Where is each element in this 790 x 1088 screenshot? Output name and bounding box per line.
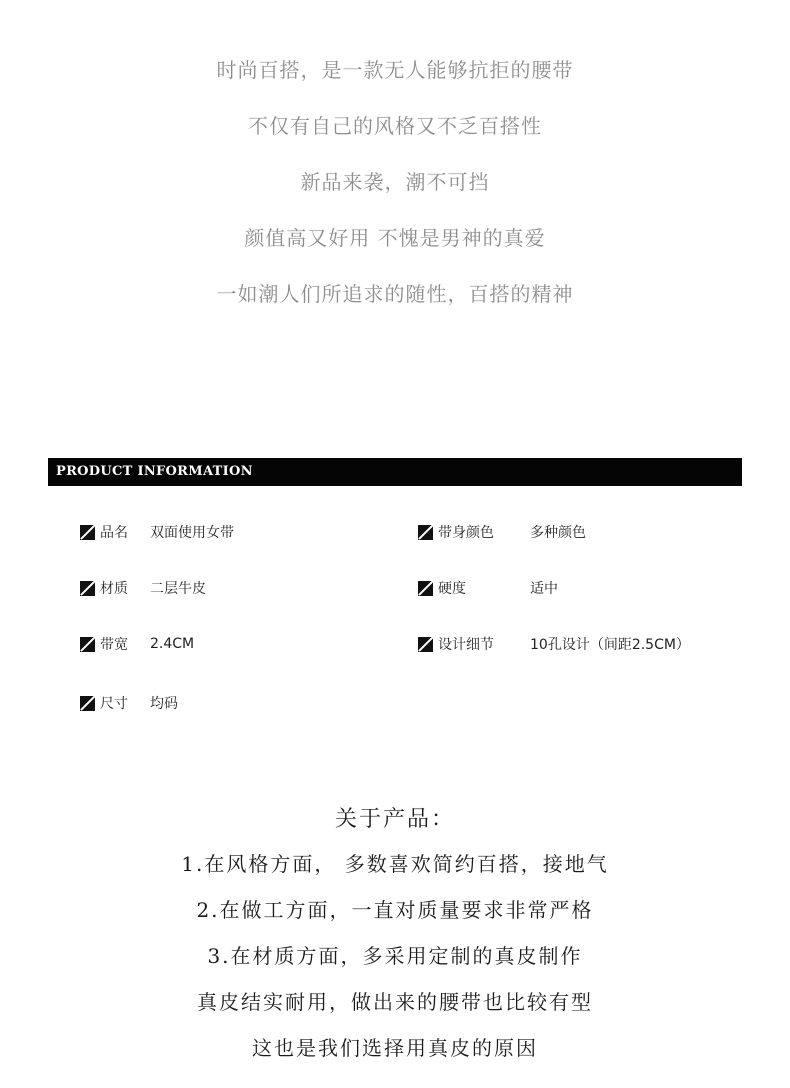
intro-line: 不仅有自己的风格又不乏百搭性 bbox=[248, 114, 542, 138]
spec-name bbox=[80, 521, 234, 543]
diagonal-square-icon bbox=[418, 581, 433, 596]
spec-value: 二层牛皮 bbox=[150, 581, 206, 597]
about-line: 2.在做工方面，一直对质量要求非常严格 bbox=[196, 898, 594, 922]
spec-value: 适中 bbox=[530, 581, 558, 597]
intro-line: 一如潮人们所追求的随性，百搭的精神 bbox=[216, 282, 574, 306]
about-line: 1.在风格方面， 多数喜欢简约百搭，接地气 bbox=[181, 852, 609, 876]
spec-color bbox=[418, 521, 586, 543]
intro-line: 新品来袭，潮不可挡 bbox=[300, 170, 490, 194]
about-title: 关于产品： bbox=[334, 807, 455, 832]
spec-value: 多种颜色 bbox=[530, 525, 586, 541]
spec-value: 双面使用女带 bbox=[150, 525, 234, 541]
spec-key: 设计细节 bbox=[438, 637, 494, 653]
spec-key: 带身颜色 bbox=[438, 525, 494, 541]
spec-value: 2.4CM bbox=[150, 636, 195, 652]
diagonal-square-icon bbox=[418, 637, 433, 652]
diagonal-square-icon bbox=[418, 525, 433, 540]
spec-design bbox=[418, 633, 690, 655]
spec-material bbox=[80, 577, 206, 599]
spec-value: 10孔设计（间距2.5CM） bbox=[530, 637, 690, 653]
spec-size bbox=[80, 692, 178, 714]
spec-key: 材质 bbox=[100, 581, 128, 597]
diagonal-square-icon bbox=[80, 581, 95, 596]
spec-value: 均码 bbox=[150, 696, 178, 712]
spec-key: 带宽 bbox=[100, 637, 128, 653]
spec-key: 硬度 bbox=[438, 581, 466, 597]
diagonal-square-icon bbox=[80, 637, 95, 652]
intro-text-block bbox=[0, 50, 790, 330]
about-line: 这也是我们选择用真皮的原因 bbox=[252, 1036, 538, 1060]
spec-width bbox=[80, 633, 195, 655]
diagonal-square-icon bbox=[80, 525, 95, 540]
about-line: 真皮结实耐用，做出来的腰带也比较有型 bbox=[197, 990, 593, 1014]
intro-line: 颜值高又好用 不愧是男神的真爱 bbox=[244, 226, 546, 250]
intro-line: 时尚百搭，是一款无人能够抗拒的腰带 bbox=[216, 58, 574, 82]
spec-key: 尺寸 bbox=[100, 696, 128, 712]
spec-key: 品名 bbox=[100, 525, 128, 541]
product-information-banner: PRODUCT INFORMATION bbox=[48, 458, 742, 486]
diagonal-square-icon bbox=[80, 696, 95, 711]
about-product-section bbox=[0, 800, 790, 1074]
spec-hardness bbox=[418, 577, 558, 599]
about-line: 3.在材质方面，多采用定制的真皮制作 bbox=[207, 944, 583, 968]
